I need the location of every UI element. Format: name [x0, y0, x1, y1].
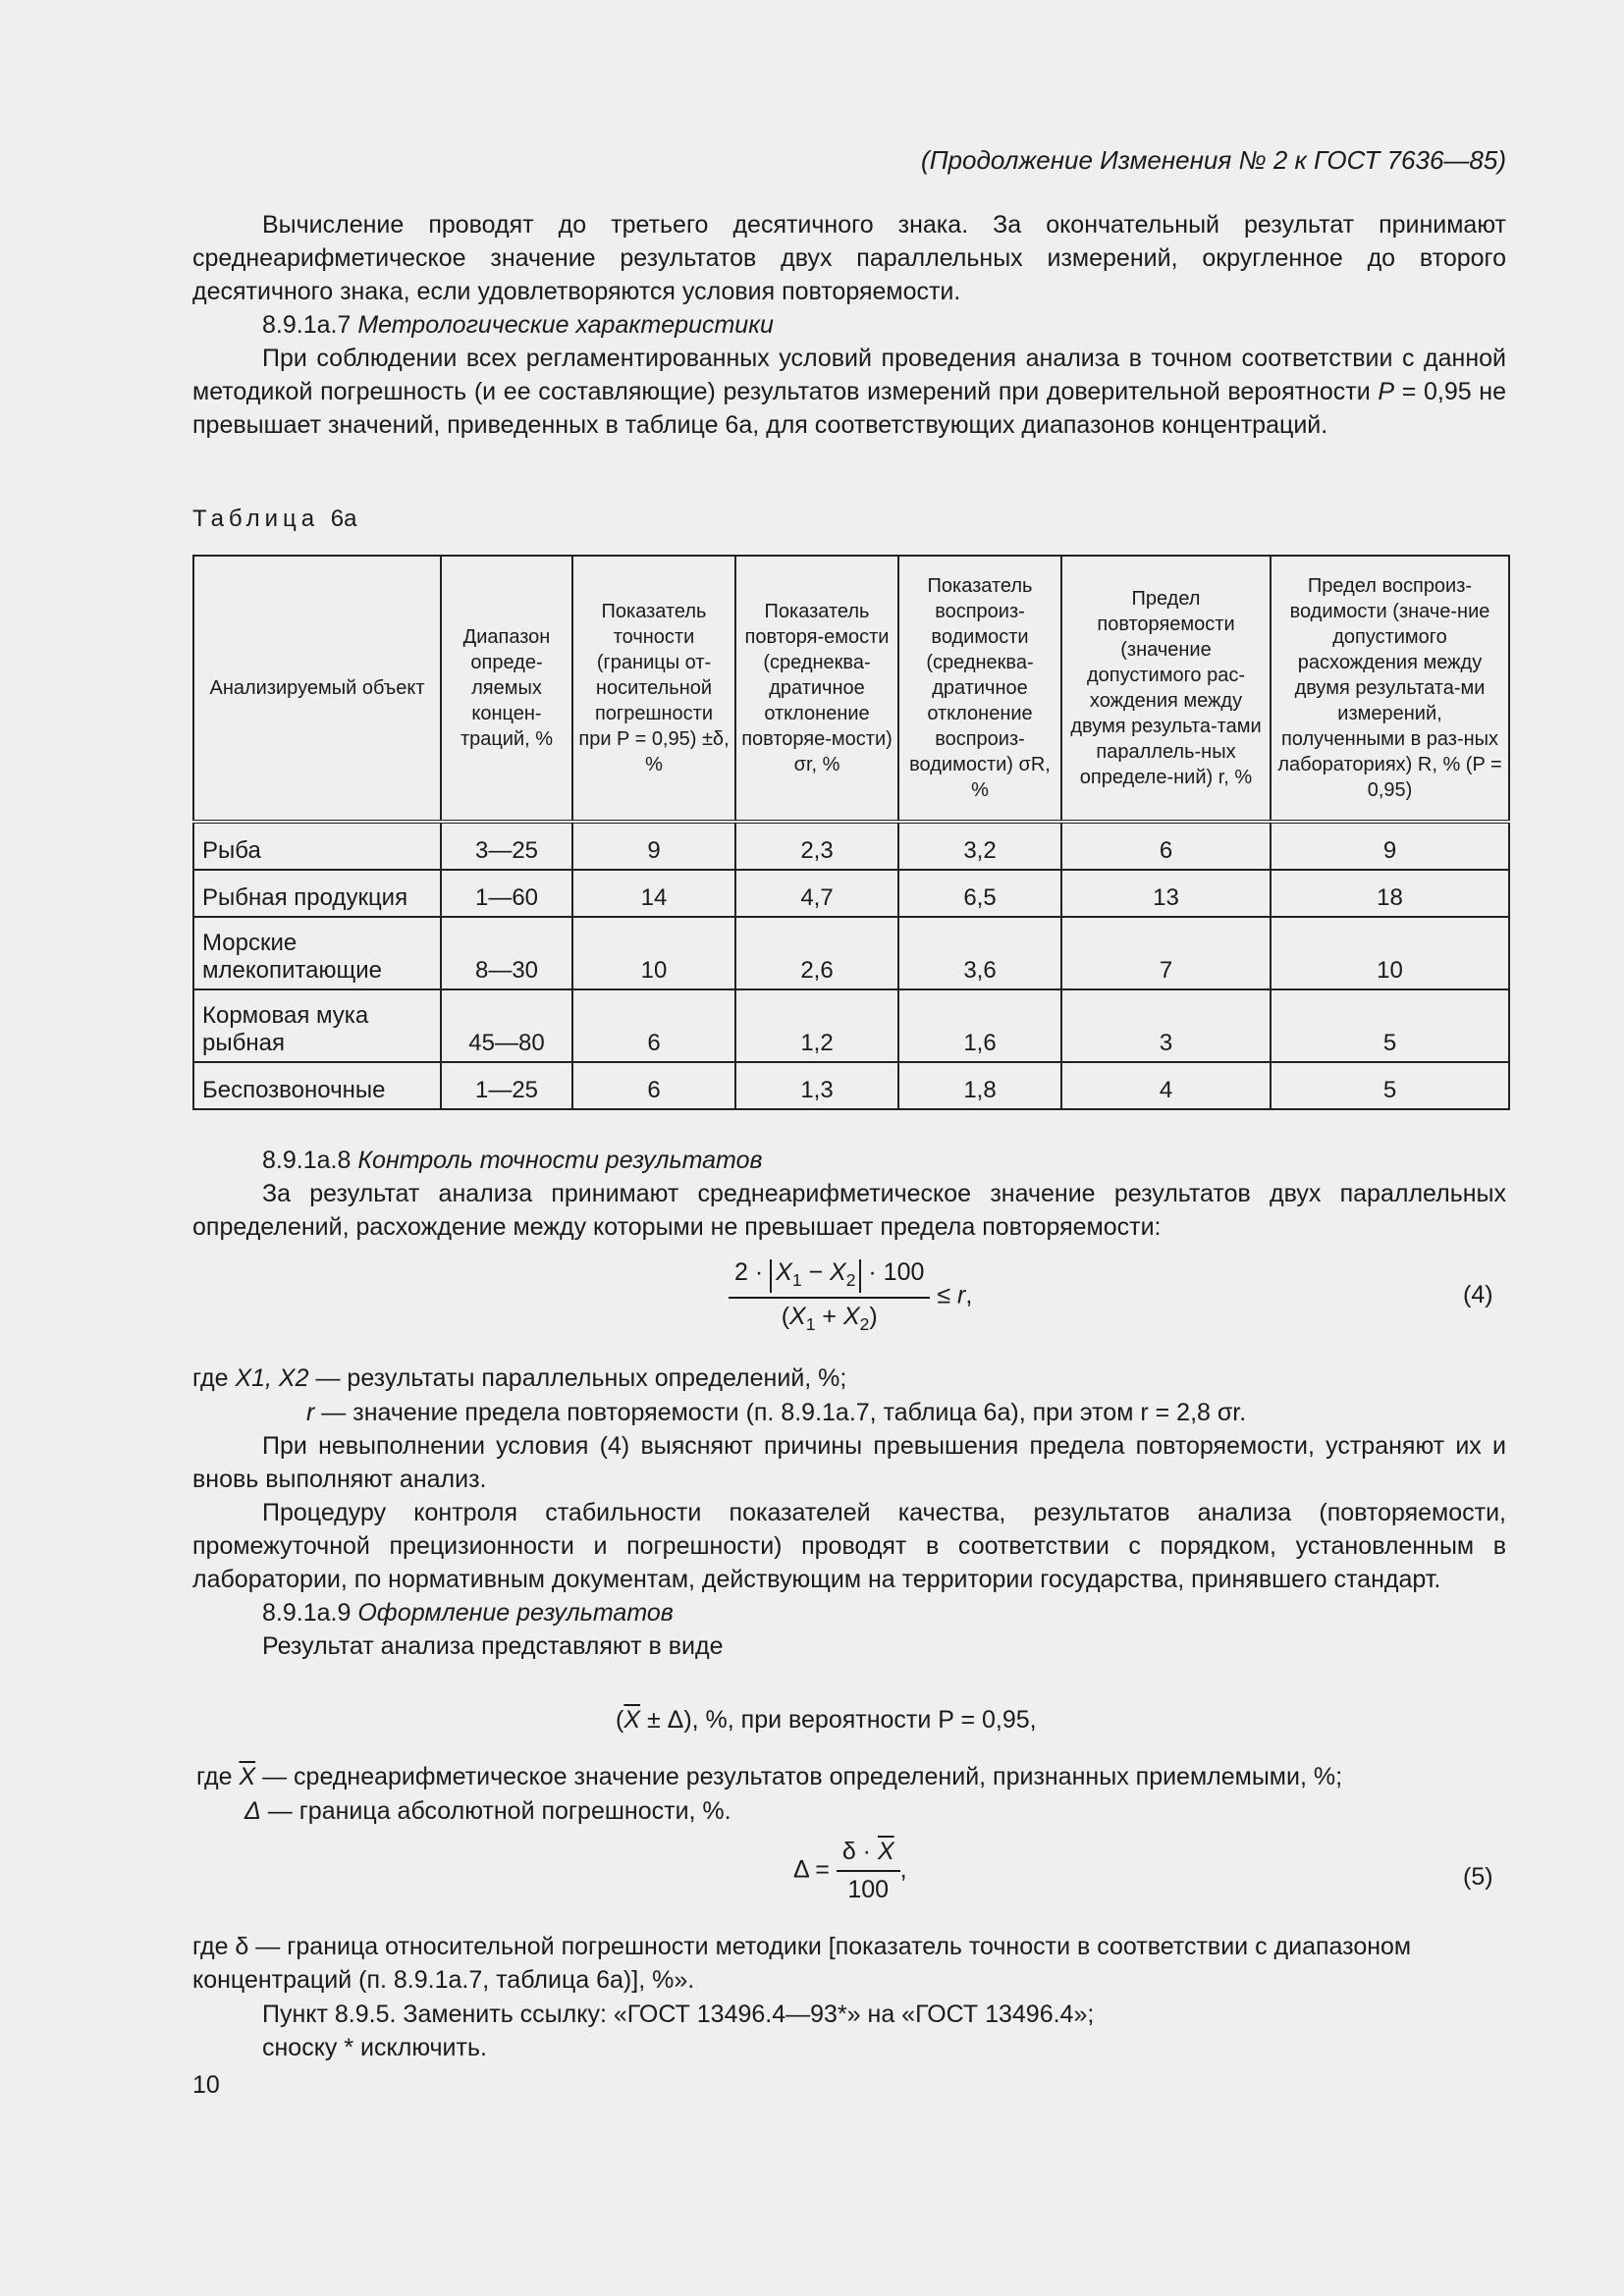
table-header-row — [193, 556, 1509, 822]
text-part: = 0,95 не превышает значений, приведенных в таблице 6а, для соответствующих диапазонов концентраций. — [192, 378, 1507, 439]
formula-5: Δ = $\frac{\delta \cdot \overline{X}}{100}$ , — [793, 1838, 907, 1903]
table-cell: 13 — [1061, 870, 1271, 917]
text-block-control — [192, 1144, 1506, 1244]
table-cell: 4 — [1061, 1062, 1271, 1109]
table-cell: 18 — [1271, 870, 1509, 917]
text-block-procedure — [192, 1429, 1506, 1663]
header-cell: Предел повторяемости (значение допустимого рас-хождения между двумя результа-тами параллель-ных определе-ний) r, % — [1061, 556, 1271, 822]
table-caption — [192, 506, 356, 533]
where-lead: где — [196, 1763, 233, 1790]
where-term: r — [306, 1399, 315, 1426]
where-delta-rel: где δ — граница относительной погрешности методики [показатель точности в соответствии с диапазоном концентраций (п. 8.9.1а.7, таблица 6а)], %». — [192, 1933, 1412, 1994]
table-row — [193, 917, 1509, 989]
table-cell: 1—60 — [441, 870, 572, 917]
text-block-top — [192, 208, 1506, 442]
paragraph-replace-ref: Пункт 8.9.5. Заменить ссылку: «ГОСТ 13496.4—93*» на «ГОСТ 13496.4»; — [262, 2001, 1095, 2028]
var-p: P — [1378, 378, 1395, 405]
where-text: граница относительной погрешности методики [показатель точности в соответствии с диапазоном концентраций (п. 8.9.1а.7, таблица 6а)], %». — [192, 1933, 1412, 1994]
table-row — [193, 870, 1509, 917]
where-text: результаты параллельных определений, %; — [347, 1364, 847, 1392]
table-row — [193, 822, 1509, 870]
table-cell: 3 — [1061, 989, 1271, 1062]
page-number: 10 — [192, 2071, 220, 2099]
table-cell: 1,3 — [735, 1062, 898, 1109]
formula-4: $\frac{2 \cdot X_1 - X_2 \cdot 100}{(X_1 + X_2)}$ ≤ r, — [729, 1258, 972, 1335]
table-cell: 1,8 — [898, 1062, 1061, 1109]
header-cell: Показатель воспроиз-водимости (среднеква-дратичное отклонение воспроиз-водимости) σR, % — [898, 556, 1061, 822]
page-header: (Продолжение Изменения № 2 к ГОСТ 7636—85) — [921, 145, 1506, 175]
table-cell: 9 — [572, 822, 735, 870]
table-cell: Кормовая мука рыбная — [193, 989, 441, 1062]
table-cell: 9 — [1271, 822, 1509, 870]
table-cell: 45—80 — [441, 989, 572, 1062]
paragraph-result-form: Результат анализа представляют в виде — [262, 1632, 724, 1660]
table-cell: 1,2 — [735, 989, 898, 1062]
table-cell: 5 — [1271, 1062, 1509, 1109]
table-row — [193, 1062, 1509, 1109]
header-cell: Диапазон опреде-ляемых концен-траций, % — [441, 556, 572, 822]
where-text: среднеарифметическое значение результатов определений, признанных приемлемыми, %; — [294, 1763, 1343, 1790]
paragraph-conditions — [192, 342, 1506, 442]
table-cell: 10 — [572, 917, 735, 989]
text-block-amendment — [192, 1998, 1506, 2064]
table-cell: Рыба — [193, 822, 441, 870]
paragraph-failure: При невыполнении условия (4) выясняют причины превышения предела повторяемости, устраняют их и вновь выполняют анализ. — [192, 1432, 1506, 1493]
table-cell: 3—25 — [441, 822, 572, 870]
text-part: При соблюдении всех регламентированных условий проведения анализа в точном соответствии с данной методикой погрешность (и ее составляющие) результатов измерений при доверительной вероятности — [192, 345, 1506, 405]
table-row — [193, 989, 1509, 1062]
where-term: Δ — [244, 1797, 261, 1825]
paragraph-footnote: сноску * исключить. — [262, 2034, 487, 2061]
equation-number-4: (4) — [1463, 1281, 1493, 1308]
table-6a — [192, 555, 1510, 1110]
where-text: значение предела повторяемости (п. 8.9.1а.7, таблица 6а), при этом r = 2,8 σr. — [352, 1399, 1247, 1426]
where-lead: где — [192, 1364, 229, 1392]
section-title: Контроль точности результатов — [357, 1147, 763, 1174]
where-text: граница абсолютной погрешности, %. — [298, 1797, 731, 1825]
header-cell: Показатель повторя-емости (среднеква-дратичное отклонение повторяе-мости) σr, % — [735, 556, 898, 822]
header-cell: Предел воспроиз-водимости (значе-ние допустимого расхождения между двумя результата-ми измерений, полученными в раз-ных лабораториях) R, % (P = 0,95) — [1271, 556, 1509, 822]
table-cell: 6,5 — [898, 870, 1061, 917]
result-expression: $(\overline{X} \pm \Delta)$, %, при вероятности P = 0,95, — [616, 1706, 1037, 1734]
table-cell: 10 — [1271, 917, 1509, 989]
table-cell: 3,6 — [898, 917, 1061, 989]
section-title: Метрологические характеристики — [357, 311, 774, 339]
table-cell: 4,7 — [735, 870, 898, 917]
paragraph-repeatability: За результат анализа принимают среднеарифметическое значение результатов двух параллельных определений, расхождение между которыми не превышает предела повторяемости: — [192, 1180, 1506, 1241]
table-cell: 6 — [1061, 822, 1271, 870]
where-x-mean: где $\overline{X}$ — среднеарифметическое значение результатов определений, признанных приемлемыми, %; — [196, 1763, 1343, 1790]
table-cell: 7 — [1061, 917, 1271, 989]
header-cell: Показатель точности (границы от-носительной погрешности при P = 0,95) ±δ, % — [572, 556, 735, 822]
table-cell: 2,3 — [735, 822, 898, 870]
table-cell: Рыбная продукция — [193, 870, 441, 917]
where-lead: где δ — [192, 1933, 249, 1960]
section-number: 8.9.1а.8 — [262, 1147, 352, 1174]
table-cell: 3,2 — [898, 822, 1061, 870]
caption-number: 6а — [330, 506, 357, 532]
table-cell: 6 — [572, 1062, 735, 1109]
table-cell: 14 — [572, 870, 735, 917]
where-r: r — значение предела повторяемости (п. 8.9.1а.7, таблица 6а), при этом r = 2,8 σr. — [306, 1399, 1247, 1426]
section-8-9-1a-9 — [192, 1596, 1506, 1629]
section-8-9-1a-7 — [192, 308, 1506, 342]
result-text: %, при вероятности P = 0,95, — [705, 1706, 1037, 1734]
fraction: $\frac{\delta \cdot \overline{X}}{100}$ — [837, 1838, 900, 1904]
table-cell: 1,6 — [898, 989, 1061, 1062]
table-cell: 5 — [1271, 989, 1509, 1062]
section-number: 8.9.1а.7 — [262, 311, 352, 339]
caption-word: Таблица — [192, 506, 320, 532]
paragraph-calculation: Вычисление проводят до третьего десятичного знака. За окончательный результат принимают среднеарифметическое значение результатов двух параллельных измерений, округленное до второго десятичного знака, если удовлетворяются условия повторяемости. — [192, 211, 1506, 305]
section-number: 8.9.1а.9 — [262, 1599, 352, 1627]
table-cell: 2,6 — [735, 917, 898, 989]
equation-number-5: (5) — [1463, 1863, 1493, 1891]
header-cell: Анализируемый объект — [193, 556, 441, 822]
table-cell: Беспозвоночные — [193, 1062, 441, 1109]
where-delta: Δ — граница абсолютной погрешности, %. — [244, 1797, 731, 1825]
section-8-9-1a-8 — [192, 1144, 1506, 1177]
where-term: X1, X2 — [235, 1364, 309, 1392]
section-title: Оформление результатов — [357, 1599, 674, 1627]
table-cell: 1—25 — [441, 1062, 572, 1109]
fraction: $\frac{2 \cdot X_1 - X_2 \cdot 100}{(X_1 + X_2)}$ — [729, 1258, 930, 1335]
table-cell: 8—30 — [441, 917, 572, 989]
table-cell: 6 — [572, 989, 735, 1062]
where-x1-x2: где X1, X2 — результаты параллельных определений, %; — [192, 1364, 847, 1392]
table-cell: Морские млекопитающие — [193, 917, 441, 989]
paragraph-stability: Процедуру контроля стабильности показателей качества, результатов анализа (повторяемости, промежуточной прецизионности и погрешности) проводят в соответствии с порядком, установленным в лаборатории, по нормативным документам, действующим на территории государства, принявшего стандарт. — [192, 1499, 1506, 1593]
